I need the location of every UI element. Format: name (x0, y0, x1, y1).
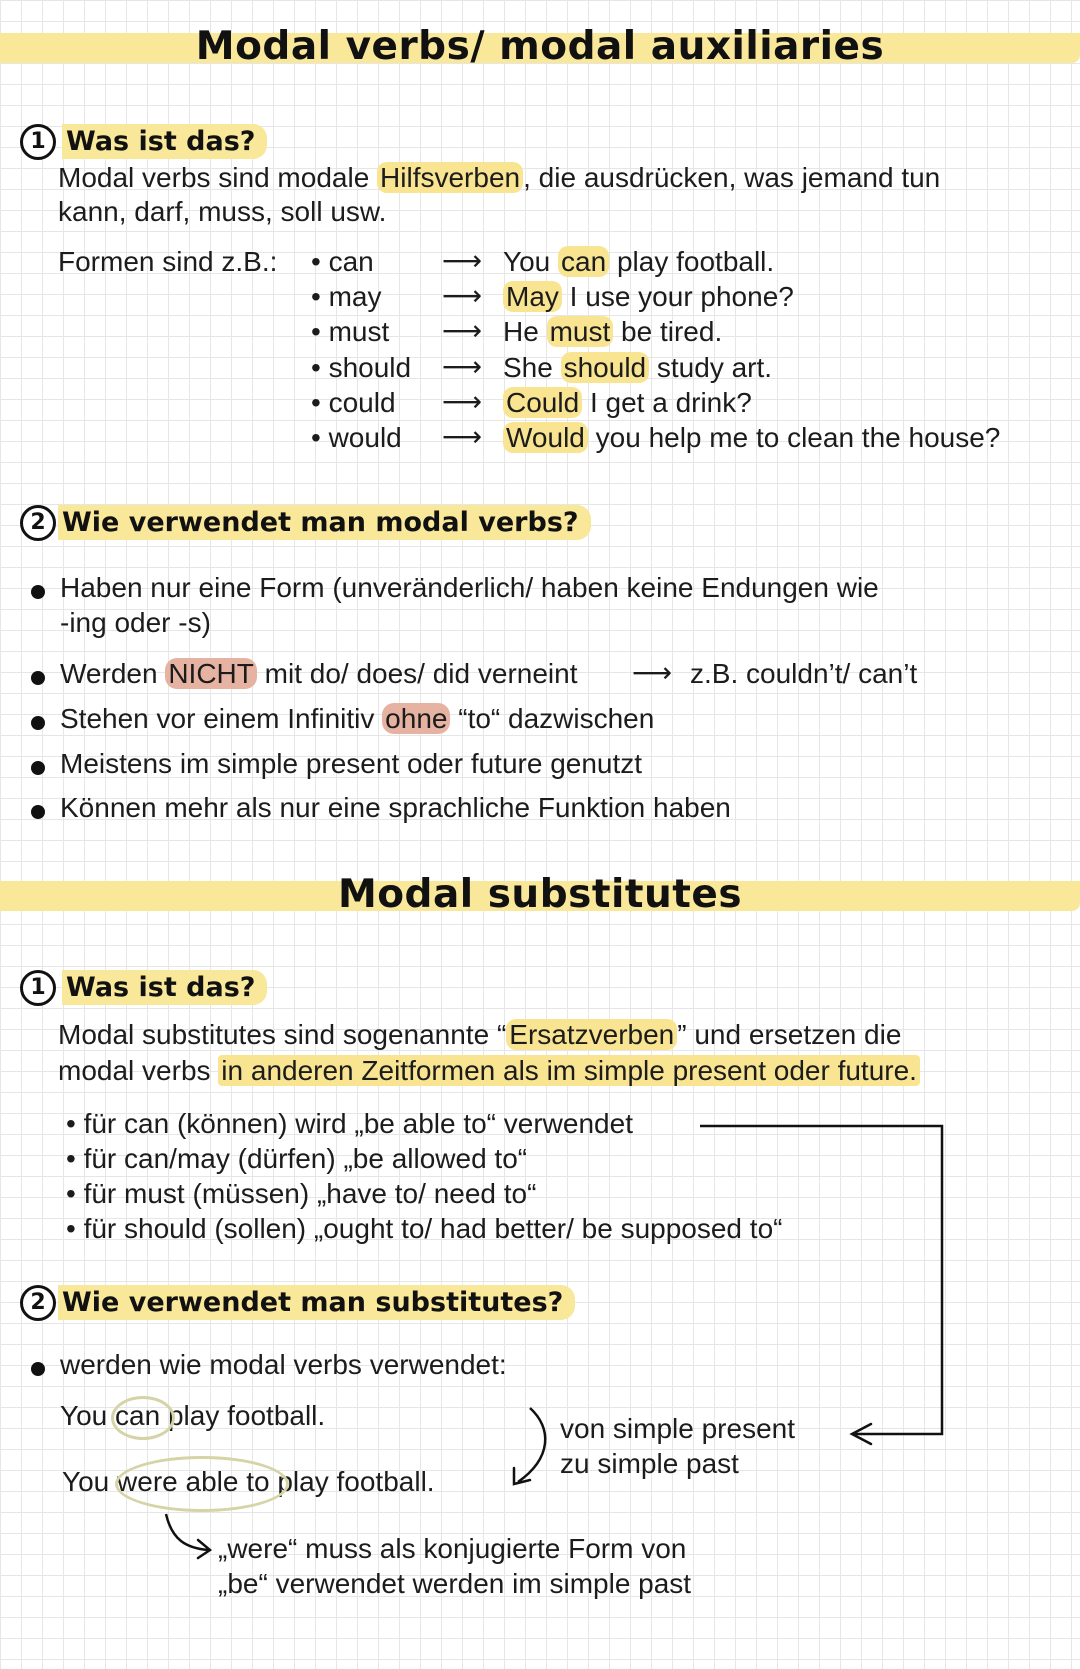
example-text: be tired. (613, 316, 723, 347)
intro-text: modal verbs (58, 1055, 219, 1086)
bullet-dot (31, 761, 45, 775)
example-text: you help me to clean the house? (587, 422, 1001, 453)
number-circle: 1 (20, 124, 56, 160)
form-verb: • could (311, 387, 396, 418)
curve-arrow (518, 1408, 545, 1482)
highlight-ersatzverben: Ersatzverben (506, 1019, 677, 1050)
example-text: study art. (649, 352, 773, 383)
note-line-2: zu simple past (560, 1448, 739, 1479)
bullet-2-example: z.B. couldn’t/ can’t (690, 658, 918, 689)
section2-heading-2 (20, 1285, 575, 1321)
form-example (503, 246, 774, 278)
circled-can: can (115, 1400, 161, 1431)
sub-item-3: • für must (müssen) „have to/ need to“ (66, 1178, 537, 1209)
arrow-icon: ⟶ (632, 657, 673, 688)
example-1 (60, 1400, 325, 1432)
example-text-end: play football. (160, 1400, 326, 1431)
heading-text: Wie verwendet man modal verbs? (58, 505, 591, 540)
section-title: Modal substitutes (337, 872, 743, 917)
bullet-dot (31, 585, 45, 599)
intro-text-end: ” und ersetzen die (677, 1019, 902, 1050)
heading-text: Was ist das? (62, 124, 267, 159)
form-example (503, 387, 752, 419)
example-text: He (503, 316, 547, 347)
form-verb: • must (311, 316, 390, 347)
bullet-5: Können mehr als nur eine sprachliche Funktion haben (60, 792, 731, 823)
bullet-4: Meistens im simple present oder future genutzt (60, 748, 643, 779)
arrow-icon: ⟶ (442, 315, 483, 346)
hook-arrow-head (198, 1540, 210, 1558)
bullet-dot (31, 1362, 45, 1376)
circle-marker (115, 1456, 289, 1512)
bullet-2 (60, 658, 578, 690)
highlight-modal: can (558, 246, 609, 277)
note-line-1: von simple present (560, 1413, 796, 1444)
example-text: play football. (609, 246, 775, 277)
example-text: She (503, 352, 561, 383)
arrow-icon: ⟶ (442, 351, 483, 382)
intro-text: Modal substitutes sind sogenannte “ (58, 1019, 507, 1050)
example-text: I use your phone? (561, 281, 794, 312)
form-example (503, 281, 794, 313)
highlight-hilfsverben: Hilfsverben (377, 162, 523, 193)
bullet-1-line-2: -ing oder -s) (60, 607, 211, 638)
bullet-text: Stehen vor einem Infinitiv (60, 703, 383, 734)
form-verb: • should (311, 352, 412, 383)
highlight-modal: May (503, 281, 562, 312)
bullet-text-end: “to“ dazwischen (450, 703, 655, 734)
sub-bullet-1: werden wie modal verbs verwendet: (60, 1349, 507, 1380)
section2-heading-1 (20, 970, 267, 1006)
sub-intro-line-2 (58, 1055, 920, 1087)
form-example (503, 422, 1000, 454)
page-title: Modal verbs/ modal auxiliaries (195, 24, 885, 69)
footnote-line-2: „be“ verwendet werden im simple past (218, 1568, 692, 1599)
bullet-1-line-1: Haben nur eine Form (unveränderlich/ haben keine Endungen wie (60, 572, 879, 603)
heading-text: Wie verwendet man substitutes? (58, 1285, 575, 1320)
highlight-modal: Would (503, 422, 588, 453)
footnote-line-1: „were“ muss als konjugierte Form von (218, 1533, 687, 1564)
sub-intro-line-1 (58, 1019, 901, 1051)
arrow-icon: ⟶ (442, 421, 483, 452)
forms-label: Formen sind z.B.: (58, 246, 278, 277)
form-example (503, 316, 722, 348)
intro-line-1 (58, 162, 940, 194)
highlight-nicht: NICHT (165, 658, 257, 689)
arrow-icon: ⟶ (442, 280, 483, 311)
intro-text: Modal verbs sind modale (58, 162, 378, 193)
bullet-dot (31, 805, 45, 819)
form-verb: • can (311, 246, 374, 277)
bracket-arrow-line (700, 1126, 942, 1434)
highlight-ohne: ohne (382, 703, 450, 734)
section1-heading-1 (20, 124, 267, 160)
highlight-modal: should (561, 352, 650, 383)
highlight-zeitformen: in anderen Zeitformen als im simple present oder future. (218, 1055, 920, 1086)
curve-arrow-head (514, 1468, 530, 1484)
bullet-text: Werden (60, 658, 166, 689)
number-circle: 1 (20, 970, 56, 1006)
bullet-text-end: mit do/ does/ did verneint (256, 658, 578, 689)
bullet-3 (60, 703, 654, 735)
form-example (503, 352, 772, 384)
number-circle: 2 (20, 505, 56, 541)
form-verb: • would (311, 422, 402, 453)
example-text: You (60, 1400, 116, 1431)
highlight-modal: Could (503, 387, 582, 418)
heading-text: Was ist das? (62, 970, 267, 1005)
bullet-dot (31, 716, 45, 730)
sub-item-1: • für can (können) wird „be able to“ verwendet (66, 1108, 633, 1139)
circle-marker (111, 1396, 175, 1440)
sub-item-2: • für can/may (dürfen) „be allowed to“ (66, 1143, 528, 1174)
bullet-dot (31, 671, 45, 685)
intro-line-2: kann, darf, muss, soll usw. (58, 196, 387, 227)
circled-were-able-to: were able to (117, 1466, 270, 1497)
form-verb: • may (311, 281, 382, 312)
number-circle: 2 (20, 1285, 56, 1321)
example-text: You (503, 246, 559, 277)
example-text: I get a drink? (582, 387, 752, 418)
arrow-icon: ⟶ (442, 245, 483, 276)
example-text: You (62, 1466, 118, 1497)
bracket-arrow-head (852, 1424, 871, 1444)
section1-heading-2 (20, 505, 591, 541)
hook-arrow (166, 1514, 208, 1550)
intro-text-end: , die ausdrücken, was jemand tun (523, 162, 941, 193)
sub-item-4: • für should (sollen) „ought to/ had better/ be supposed to“ (66, 1213, 783, 1244)
highlight-modal: must (547, 316, 614, 347)
example-text-end: play football. (269, 1466, 435, 1497)
arrow-icon: ⟶ (442, 386, 483, 417)
